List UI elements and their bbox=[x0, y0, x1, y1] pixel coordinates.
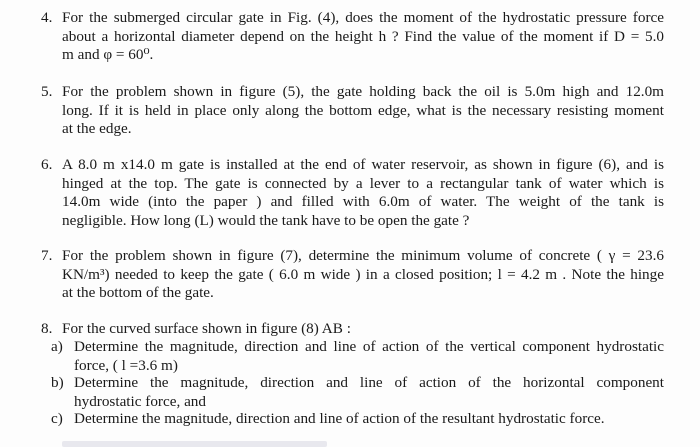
text-line: long. If it is held in place only along the bottom edge, what is the necessary resisting moment bbox=[62, 101, 664, 119]
text-line: Determine the magnitude, direction and line of action of the resultant hydrostatic force. bbox=[74, 410, 605, 427]
question-text bbox=[62, 83, 664, 139]
cropped-line-fragment bbox=[62, 441, 327, 447]
question-text bbox=[62, 156, 664, 230]
question-number: 6. bbox=[41, 156, 53, 173]
text-line: force, ( l =3.6 m) bbox=[74, 356, 178, 374]
text-line: about a horizontal diameter depend on the height h ? Find the value of the moment if D = 5.0 bbox=[62, 27, 664, 45]
text-line: negligible. How long (L) would the tank have to be open the gate ? bbox=[62, 211, 470, 229]
text-line: For the submerged circular gate in Fig. (4), does the moment of the hydrostatic pressure force bbox=[62, 9, 664, 26]
text-line: Determine the magnitude, direction and line of action of the vertical component hydrostatic bbox=[74, 338, 664, 355]
subitem-text bbox=[74, 338, 664, 375]
text-line: 14.0m wide (into the paper ) and filled with 6.0m of water. The weight of the tank is bbox=[62, 193, 664, 211]
text-line: at the edge. bbox=[62, 120, 132, 138]
subitem-text bbox=[74, 410, 664, 429]
text-line: hinged at the top. The gate is connected by a lever to a rectangular tank of water which is bbox=[62, 174, 664, 192]
text-line: KN/m³) needed to keep the gate ( 6.0 m wide ) in a closed position; l = 4.2 m . Note the hinge bbox=[62, 265, 664, 283]
text-line: hydrostatic force, and bbox=[74, 392, 206, 410]
question-number: 8. bbox=[41, 320, 53, 337]
text-line: Determine the magnitude, direction and line of action of the horizontal component bbox=[74, 374, 664, 391]
question-number: 5. bbox=[41, 83, 53, 100]
text-line: For the problem shown in figure (7), determine the minimum volume of concrete ( γ = 23.6 bbox=[62, 247, 664, 264]
text-line: A 8.0 m x14.0 m gate is installed at the end of water reservoir, as shown in figure (6), and is bbox=[62, 156, 664, 173]
question-text bbox=[62, 9, 664, 65]
question-text bbox=[62, 247, 664, 303]
subitem-label: a) bbox=[51, 338, 63, 355]
subitem-label: b) bbox=[51, 374, 64, 391]
text-line: For the curved surface shown in figure (8) AB : bbox=[62, 320, 351, 337]
question-number: 7. bbox=[41, 247, 53, 264]
text-line: at the bottom of the gate. bbox=[62, 284, 214, 302]
subitem-label: c) bbox=[51, 410, 63, 427]
subitem-text bbox=[74, 374, 664, 411]
text-line: m and φ = 60⁰. bbox=[62, 46, 154, 64]
question-text bbox=[62, 320, 664, 339]
question-number: 4. bbox=[41, 9, 53, 26]
text-line: For the problem shown in figure (5), the gate holding back the oil is 5.0m high and 12.0m bbox=[62, 83, 664, 100]
